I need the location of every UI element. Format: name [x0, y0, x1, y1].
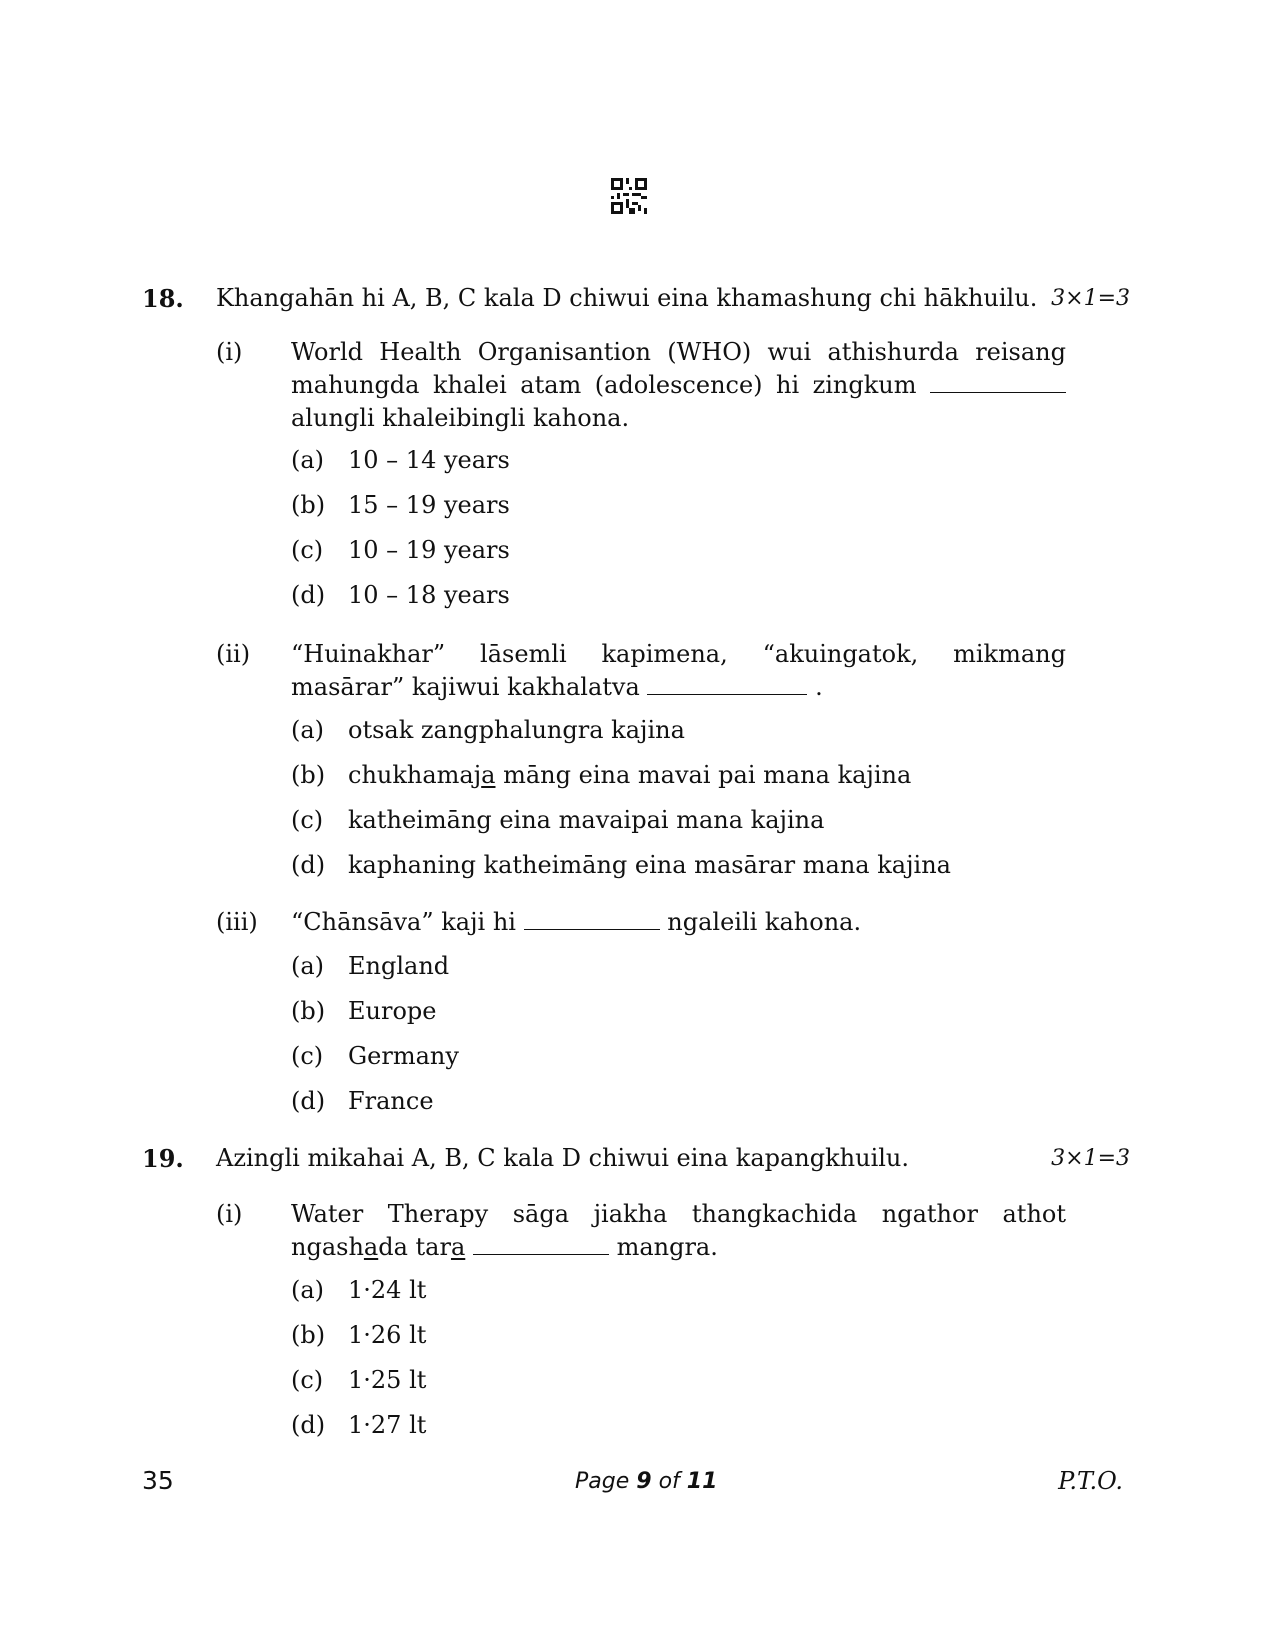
- qr-code-icon: [611, 178, 647, 214]
- option-text: 1·24 lt: [348, 1276, 427, 1304]
- option-label: (c): [291, 1042, 324, 1070]
- option-label: (a): [291, 446, 325, 474]
- option-label: (d): [291, 1087, 326, 1115]
- option-label: (b): [291, 1321, 326, 1349]
- option-label: (a): [291, 716, 325, 744]
- option-label: (a): [291, 952, 325, 980]
- part-text-b: alungli khaleibingli kahona.: [291, 404, 630, 432]
- part-text: [291, 1198, 1066, 1264]
- part-text-a: Water Therapy sāga jiakha thangkachida ngathor athot ngashada: [291, 1200, 1066, 1261]
- answer-blank: [473, 1234, 609, 1255]
- part-label: (i): [216, 1200, 243, 1228]
- paper-code: 35: [142, 1466, 174, 1495]
- option-text: 10 – 18 years: [348, 581, 510, 609]
- option-label: (d): [291, 851, 326, 879]
- question-marks: 3×1=3: [1051, 286, 1130, 311]
- page-total: 11: [686, 1469, 718, 1494]
- answer-blank: [524, 909, 660, 930]
- part-label: (ii): [216, 640, 251, 668]
- option-label: (c): [291, 806, 324, 834]
- part-label: (i): [216, 338, 243, 366]
- option-text: 10 – 14 years: [348, 446, 510, 474]
- page-indicator: Page 9 of 11: [575, 1469, 718, 1494]
- option-label: (b): [291, 491, 326, 519]
- option-text: 1·27 lt: [348, 1411, 427, 1439]
- option-label: (c): [291, 536, 324, 564]
- part-text: [291, 638, 1066, 704]
- part-text-b: .: [815, 673, 823, 701]
- option-label: (d): [291, 1411, 326, 1439]
- part-text-b-pre: tara: [415, 1233, 466, 1261]
- option-text: Germany: [348, 1042, 459, 1070]
- option-text: chukhamaja māng eina mavai pai mana kajina: [348, 761, 912, 789]
- question-number: 18.: [142, 284, 184, 313]
- part-text-a: World Health Organisantion (WHO) wui athishurda reisang mahungda khalei atam (adolescence) hi zingkum: [291, 338, 1066, 399]
- option-text: 10 – 19 years: [348, 536, 510, 564]
- option-text: kaphaning katheimāng eina masārar mana kajina: [348, 851, 951, 879]
- option-text: France: [348, 1087, 434, 1115]
- part-text-a: “Chānsāva” kaji hi: [291, 908, 516, 936]
- option-label: (b): [291, 997, 326, 1025]
- option-label: (c): [291, 1366, 324, 1394]
- option-label: (d): [291, 581, 326, 609]
- option-label: (a): [291, 1276, 325, 1304]
- pto-label: P.T.O.: [1058, 1467, 1123, 1495]
- underlined-letter: a: [481, 761, 496, 789]
- option-text: England: [348, 952, 450, 980]
- question-number: 19.: [142, 1144, 184, 1173]
- option-label: (b): [291, 761, 326, 789]
- option-text: katheimāng eina mavaipai mana kajina: [348, 806, 825, 834]
- underlined-letter: a: [363, 1233, 379, 1261]
- question-text: Azingli mikahai A, B, C kala D chiwui eina kapangkhuilu.: [216, 1144, 910, 1172]
- answer-blank: [647, 674, 807, 695]
- part-label: (iii): [216, 908, 258, 936]
- option-text: Europe: [348, 997, 437, 1025]
- option-text: 1·26 lt: [348, 1321, 427, 1349]
- part-text-b: ngaleili kahona.: [667, 908, 862, 936]
- option-text: otsak zangphalungra kajina: [348, 716, 685, 744]
- part-text-b: mangra.: [616, 1233, 718, 1261]
- part-text: [291, 336, 1066, 435]
- option-text: 15 – 19 years: [348, 491, 510, 519]
- question-text: Khangahān hi A, B, C kala D chiwui eina khamashung chi hākhuilu.: [216, 284, 1038, 312]
- question-marks: 3×1=3: [1051, 1146, 1130, 1171]
- answer-blank: [930, 372, 1066, 393]
- option-text: 1·25 lt: [348, 1366, 427, 1394]
- part-text: [291, 906, 1066, 939]
- underlined-letter: a: [450, 1233, 466, 1261]
- page-current: 9: [636, 1469, 652, 1494]
- part-text-a: “Huinakhar” lāsemli kapimena, “akuingatok, mikmang masārar” kajiwui kakhalatva: [291, 640, 1066, 701]
